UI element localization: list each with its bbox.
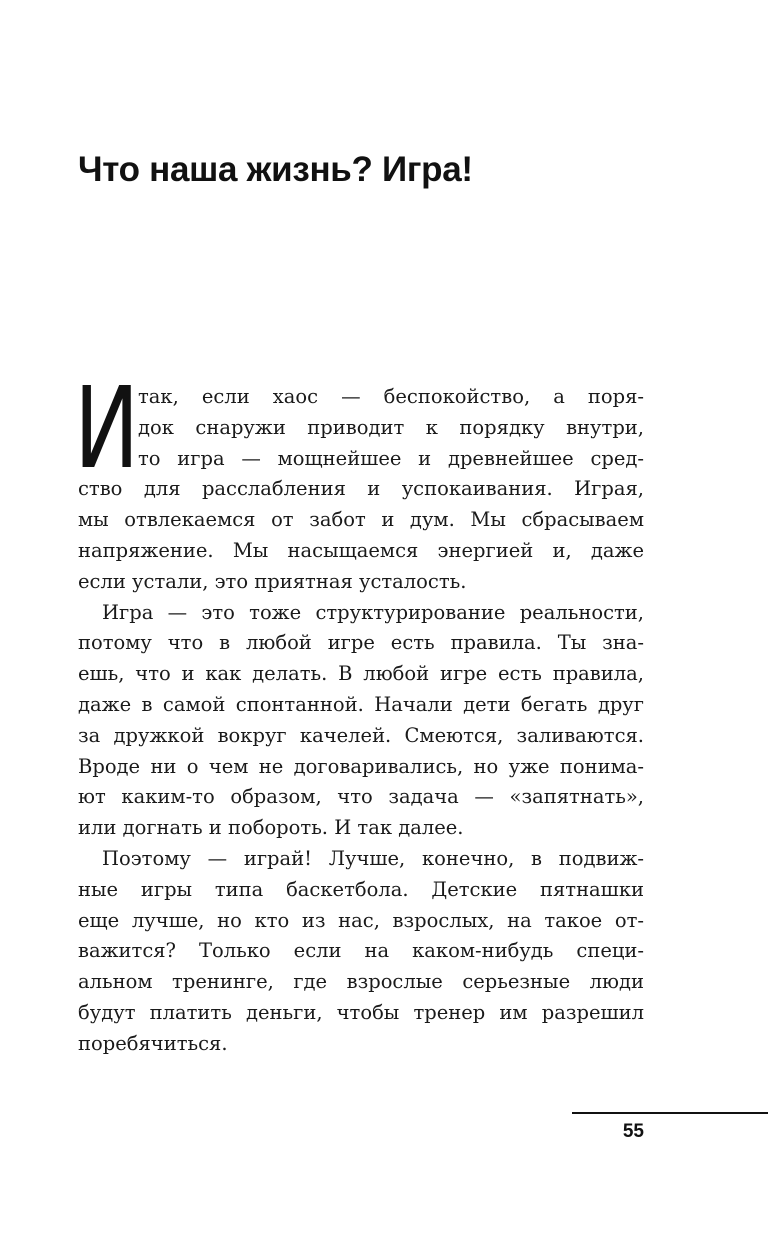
paragraph-2 xyxy=(78,598,644,844)
drop-cap: И xyxy=(74,364,140,494)
text-line: Поэтому — играй! Лучше, конечно, в подвиж- xyxy=(102,846,644,870)
text-line: так, если хаос — беспокойство, а поря- xyxy=(138,385,644,408)
text-line: за дружкой вокруг качелей. Смеются, заливаются. xyxy=(78,723,644,747)
footer-rule xyxy=(572,1112,768,1114)
paragraph-3 xyxy=(78,844,644,1060)
text-line: напряжение. Мы насыщаемся энергией и, даже xyxy=(78,538,644,562)
text-line: еще лучше, но кто из нас, взрослых, на такое от- xyxy=(78,908,644,932)
text-line: альном тренинге, где взрослые серьезные люди xyxy=(78,970,644,994)
paragraph-1 xyxy=(74,364,644,598)
body-text xyxy=(74,364,644,1060)
text-line: будут платить деньги, чтобы тренер им разрешил xyxy=(78,1000,644,1024)
text-line: поребячиться. xyxy=(78,1031,228,1055)
text-line: или догнать и побороть. И так далее. xyxy=(78,816,464,840)
page-number: 55 xyxy=(622,1121,644,1142)
text-line: важится? Только если на каком-нибудь специ- xyxy=(78,939,644,963)
text-line: даже в самой спонтанной. Начали дети бегать друг xyxy=(78,692,644,716)
text-line: мы отвлекаемся от забот и дум. Мы сбрасываем xyxy=(78,508,644,532)
text-line: Вроде ни о чем не договаривались, но уже понима- xyxy=(78,754,644,778)
text-line: то игра — мощнейшее и древнейшее сред- xyxy=(138,446,644,470)
text-line: ные игры типа баскетбола. Детские пятнашки xyxy=(78,877,644,901)
text-line: если устали, это приятная усталость. xyxy=(78,569,467,593)
text-line: док снаружи приводит к порядку внутри, xyxy=(138,415,644,439)
text-line: Игра — это тоже структурирование реальности, xyxy=(102,600,644,624)
text-line: ют каким-то образом, что задача — «запятнать», xyxy=(78,785,644,809)
chapter-title: Что наша жизнь? Игра! xyxy=(78,150,473,189)
text-line: потому что в любой игре есть правила. Ты зна- xyxy=(78,631,644,655)
text-line: ство для расслабления и успокаивания. Играя, xyxy=(78,477,644,501)
text-line: ешь, что и как делать. В любой игре есть правила, xyxy=(78,662,644,686)
